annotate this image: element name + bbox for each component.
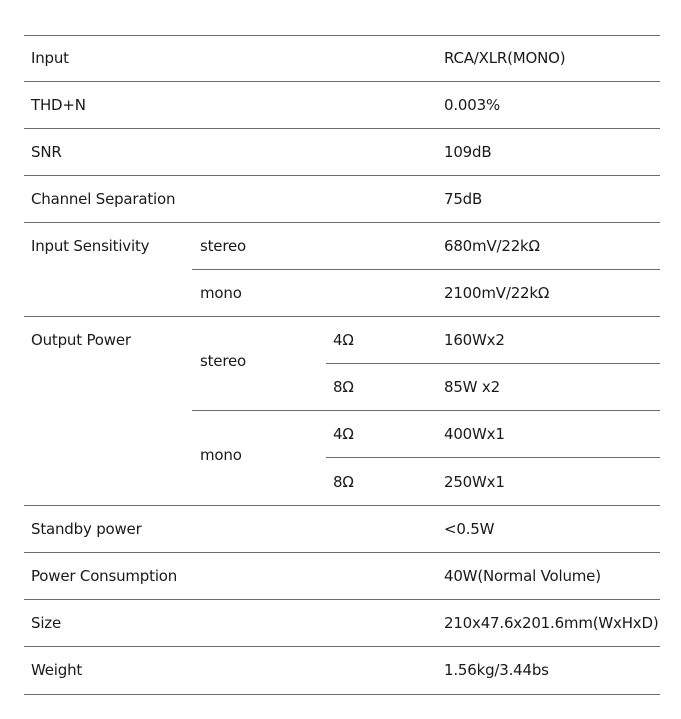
spec-label-consumption: Power Consumption	[31, 567, 178, 585]
output-value-mono-8: 250Wx1	[444, 473, 505, 491]
row-divider	[24, 552, 660, 553]
sensitivity-value-mono: 2100mV/22kΩ	[444, 284, 550, 302]
output-load-mono-8: 8Ω	[333, 473, 354, 491]
spec-value-snr: 109dB	[444, 143, 492, 161]
spec-label-output-power: Output Power	[31, 331, 131, 349]
sensitivity-mode-stereo: stereo	[200, 237, 246, 255]
output-mode-stereo: stereo	[200, 352, 246, 370]
output-load-stereo-8: 8Ω	[333, 378, 354, 396]
output-value-mono-4: 400Wx1	[444, 425, 505, 443]
row-divider	[24, 222, 660, 223]
spec-value-input: RCA/XLR(MONO)	[444, 49, 566, 67]
spec-label-input: Input	[31, 49, 69, 67]
output-load-stereo-4: 4Ω	[333, 331, 354, 349]
spec-value-consumption: 40W(Normal Volume)	[444, 567, 601, 585]
row-divider	[192, 269, 660, 270]
row-divider	[326, 457, 660, 458]
spec-label-weight: Weight	[31, 661, 83, 679]
output-load-mono-4: 4Ω	[333, 425, 354, 443]
output-mode-mono: mono	[200, 446, 242, 464]
spec-label-thdn: THD+N	[31, 96, 86, 114]
spec-value-separation: 75dB	[444, 190, 483, 208]
row-divider	[24, 316, 660, 317]
spec-value-weight: 1.56kg/3.44bs	[444, 661, 549, 679]
sensitivity-mode-mono: mono	[200, 284, 242, 302]
spec-label-standby: Standby power	[31, 520, 142, 538]
row-divider	[326, 363, 660, 364]
row-divider	[24, 81, 660, 82]
row-divider	[24, 646, 660, 647]
row-divider	[24, 175, 660, 176]
spec-label-size: Size	[31, 614, 61, 632]
spec-label-sensitivity: Input Sensitivity	[31, 237, 150, 255]
row-divider	[24, 599, 660, 600]
sensitivity-value-stereo: 680mV/22kΩ	[444, 237, 540, 255]
output-value-stereo-8: 85W x2	[444, 378, 500, 396]
spec-value-size: 210x47.6x201.6mm(WxHxD)	[444, 614, 659, 632]
spec-value-thdn: 0.003%	[444, 96, 500, 114]
spec-value-standby: <0.5W	[444, 520, 495, 538]
row-divider	[24, 128, 660, 129]
spec-label-separation: Channel Separation	[31, 190, 176, 208]
row-divider	[24, 694, 660, 695]
output-value-stereo-4: 160Wx2	[444, 331, 505, 349]
spec-label-snr: SNR	[31, 143, 62, 161]
row-divider	[192, 410, 660, 411]
row-divider	[24, 35, 660, 36]
row-divider	[24, 505, 660, 506]
